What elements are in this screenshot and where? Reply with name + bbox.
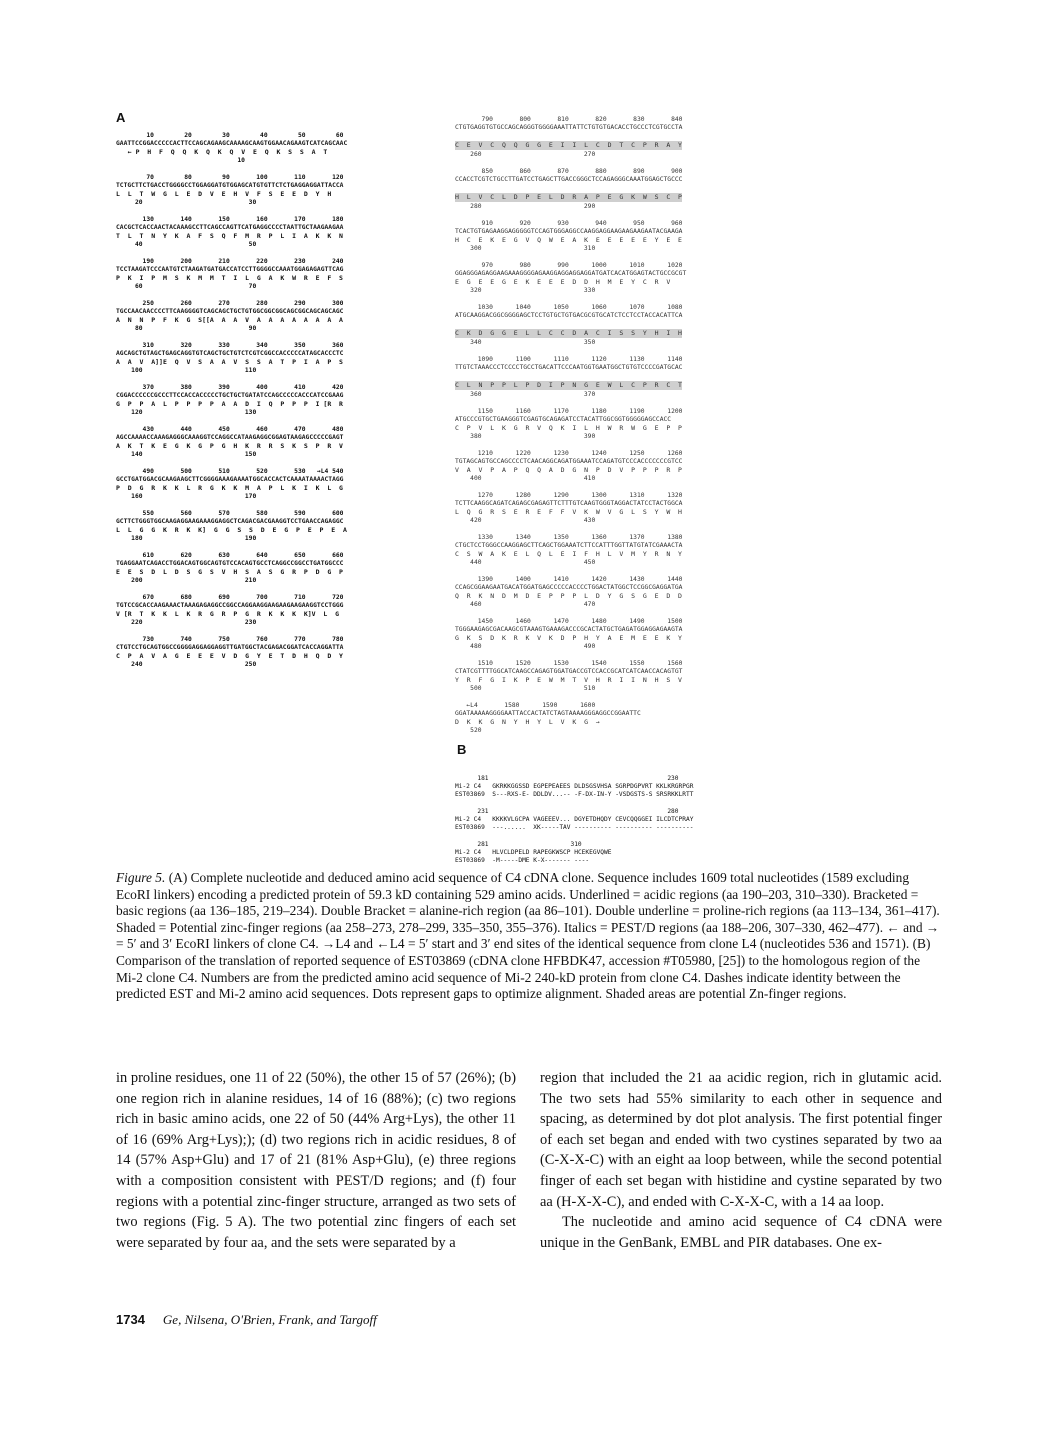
body-paragraph-2: The nucleotide and amino acid sequence of C4 cDNA were unique in the GenBank, EMBL and PIR databases. One ex-	[540, 1214, 942, 1251]
nucleotide-numbers: 610 620 630 640 650 660	[116, 552, 344, 559]
amino-acid-numbers: 200 210	[116, 577, 257, 584]
sequence-name: Mi-2 C4	[455, 816, 485, 823]
nucleotide-sequence: TTGTCTAAACCCTCCCCTGCCTGACATTCCCAATGGTGAATGGCTGTGTCCCCGATGCAC	[455, 364, 683, 371]
nucleotide-sequence: GGAGGGAGAGGAAGAAAGGGGAGAAGGAGGAGGAGGATGATCACATGGAGTACTGCCGCGT	[455, 270, 687, 277]
nucleotide-numbers: 1330 1340 1350 1360 1370 1380	[455, 534, 683, 541]
sequence-name: Mi-2 C4	[455, 783, 485, 790]
amino-acid-numbers: 320 330	[455, 287, 596, 294]
nucleotide-sequence: TGTAGCAGTGCCAGCCCCTCAACAGGCAGATGGAAATCCAGATGTCCCACCCCCCCGTCC	[455, 458, 683, 465]
amino-acid-sequence: A A V A]]E Q V S A A V S S A T P I A P S	[116, 358, 343, 366]
nucleotide-numbers: 490 500 510 520 530 →L4 540	[116, 468, 344, 475]
amino-acid-numbers: 300 310	[455, 245, 596, 252]
nucleotide-numbers: 1510 1520 1530 1540 1550 1560	[455, 660, 683, 667]
nucleotide-sequence: CGGACCCCCCGCCCTTCCACCACCCCCTGCTGCTGATATCCAGCCCCCACCCATCCGAAG	[116, 392, 344, 399]
alignment-row	[455, 783, 693, 791]
nucleotide-sequence: TCTGCTTCTGACCTGGGGCCTGGAGGATGTGGAGCATGTGTTCTCTGAGGAGGATTACCA	[116, 182, 344, 189]
amino-acid-numbers: 80 90	[116, 325, 257, 332]
amino-acid-sequence: C S W A K E L Q L E I F H L V M Y R N Y	[455, 550, 682, 558]
sequence-block	[116, 174, 347, 207]
sequence-block	[455, 220, 686, 253]
alignment-block	[455, 841, 693, 865]
amino-acid-sequence: L Q G R S E R E F F V K W V G L S Y W H	[455, 508, 682, 516]
alignment-block	[455, 808, 693, 832]
figure-caption	[116, 870, 942, 1003]
nucleotide-numbers: 430 440 450 460 470 480	[116, 426, 344, 433]
sequence-block	[455, 576, 686, 609]
nucleotide-numbers: 970 980 990 1000 1010 1020	[455, 262, 683, 269]
panel-a-label: A	[116, 110, 126, 125]
amino-acid-numbers: 340 350	[455, 339, 596, 346]
sequence-block	[455, 450, 686, 483]
sequence-name: EST03869	[455, 791, 485, 798]
sequence-block	[455, 702, 686, 735]
nucleotide-sequence: TGTCCGCACCAAGAAACTAAAGAGAGGCCGGCCAGGAAGGAAGAAGAAGAAGGTCCTGGG	[116, 602, 344, 609]
panel-b-label: B	[457, 742, 467, 757]
nucleotide-sequence: GGATAAAAAGGGGAATTACCACTATCTAGTAAAAGGGAGGCCGGAATTC	[455, 710, 641, 717]
amino-acid-numbers: 20 30	[116, 199, 257, 206]
nucleotide-numbers: ←L4 1580 1590 1600	[455, 702, 596, 709]
amino-acid-sequence: C P V L K G R V Q K I L H W R W G E P P	[455, 424, 682, 432]
sequence-column-left	[116, 132, 347, 678]
nucleotide-sequence: AGCCAAAACCAAAGAGGGCAAAGGTCCAGGCCATAAGAGGCGGAGTAAGAGCCCCCGAGT	[116, 434, 344, 441]
amino-acid-sequence: D K K G N Y H Y L V K G →	[455, 718, 600, 726]
amino-acid-sequence: G K S D K R K V K D P H Y A E M E E K Y	[455, 634, 682, 642]
alignment-row	[455, 857, 693, 865]
alignment-row	[455, 816, 693, 824]
nucleotide-numbers: 1030 1040 1050 1060 1070 1080	[455, 304, 683, 311]
nucleotide-sequence: TCCTAAGATCCCAATGTCTAAGATGATGACCATCCTTGGGGCCAAATGGAGAGAGTTCAG	[116, 266, 344, 273]
aligned-sequence: KKKKVLGCPA VAGEEEV... DGYETDHQDY CEVCQQGGEI ILCDTCPRAY	[492, 816, 694, 823]
nucleotide-numbers: 1150 1160 1170 1180 1190 1200	[455, 408, 683, 415]
amino-acid-sequence: E E S D L D S G S V H S A S G R P D G P	[116, 568, 343, 576]
sequence-block	[116, 636, 347, 669]
sequence-name: Mi-2 C4	[455, 849, 485, 856]
nucleotide-sequence: CACGCTCACCAACTACAAAGCCTTCAGCCAGTTCATGAGGCCCCTAATTGCTAAGAAGAA	[116, 224, 344, 231]
nucleotide-sequence: GCCTGATGGACGCAAGAAGCTTCGGGGAAAGAAAATGGCACCACTCAAAATAAAACTAGG	[116, 476, 344, 483]
sequence-block	[116, 384, 347, 417]
nucleotide-numbers: 850 860 870 880 890 900	[455, 168, 683, 175]
figure-label: Figure 5.	[116, 870, 166, 885]
alignment-row	[455, 791, 693, 799]
nucleotide-numbers: 190 200 210 220 230 240	[116, 258, 344, 265]
aligned-sequence: ---...... XK-----TAV ---------- ---------- ----------	[492, 824, 694, 831]
amino-acid-numbers: 160 170	[116, 493, 257, 500]
body-text-right	[540, 1068, 942, 1253]
amino-acid-numbers: 40 50	[116, 241, 257, 248]
amino-acid-numbers: 280 290	[455, 203, 596, 210]
nucleotide-sequence: CTGTGAGGTGTGCCAGCAGGGTGGGGAAATTATTCTGTGTGACACCTGCCCTCGTGCCTA	[455, 124, 683, 131]
nucleotide-sequence: CCAGCGGAAGAATGACATGGATGAGCCCCCACCCCTGGACTATGGCTCCGGCGAGGATGA	[455, 584, 683, 591]
amino-acid-sequence: V [R T K K L K R G R P G R K K K K]V L G	[116, 610, 340, 618]
amino-acid-numbers: 10	[116, 157, 245, 164]
amino-acid-numbers: 380 390	[455, 433, 596, 440]
sequence-block	[116, 510, 347, 543]
sequence-block	[455, 262, 686, 295]
alignment-numbers: 231 280	[455, 808, 679, 815]
sequence-block	[455, 116, 686, 159]
nucleotide-numbers: 730 740 750 760 770 780	[116, 636, 344, 643]
amino-acid-sequence: C L N P P L P D I P N G E W L C P R C T	[455, 381, 682, 389]
alignment-numbers: 281 310	[455, 841, 582, 848]
amino-acid-sequence: G P P A L P P P P A A D I Q P P P I [R R	[116, 400, 343, 408]
nucleotide-numbers: 1390 1400 1410 1420 1430 1440	[455, 576, 683, 583]
amino-acid-numbers: 460 470	[455, 601, 596, 608]
nucleotide-sequence: CTATCGTTTTGGCATCAAGCCAGAGTGGATGACCGTCCACCGCATCATCAACCACAGTGT	[455, 668, 683, 675]
nucleotide-sequence: TGGGAAGAGCGACAAGCGTAAAGTGAAAGACCCGCACTATGCTGAGATGGAGGAGAAGTA	[455, 626, 683, 633]
sequence-block	[455, 356, 686, 399]
sequence-block	[116, 426, 347, 459]
amino-acid-numbers: 520	[455, 727, 482, 734]
amino-acid-sequence: C P A V A G E E E V D G Y E T D H Q D Y	[116, 652, 343, 660]
sequence-name: EST03869	[455, 857, 485, 864]
aligned-sequence: -M-----DME K-X------- ----	[492, 857, 590, 864]
sequence-block	[116, 258, 347, 291]
amino-acid-numbers: 360 370	[455, 391, 596, 398]
nucleotide-sequence: ATGCCCGTGCTGAAGGGTCGAGTGCAGAGATCCTACATTGGCGGTGGGGGAGCCACC	[455, 416, 672, 423]
alignment-numbers: 181 230	[455, 775, 679, 782]
nucleotide-numbers: 1210 1220 1230 1240 1250 1260	[455, 450, 683, 457]
nucleotide-sequence: TGAGGAATCAGACCTGGACAGTGGCAGTGTCCACAGTGCCTCAGGCCGGCCTGATGGCCC	[116, 560, 344, 567]
amino-acid-sequence: E G E E G E K E E E D D H M E Y C R V	[455, 278, 671, 286]
amino-acid-sequence: P D G R K K L R G K K M A P L K I K L G	[116, 484, 343, 492]
amino-acid-numbers: 180 190	[116, 535, 257, 542]
nucleotide-sequence: CTGCTCCTGGGCCAAGGAGCTTCAGCTGGAAATCTTCCATTTGGTTATGTATCGAAACTA	[455, 542, 683, 549]
sequence-block	[116, 594, 347, 627]
amino-acid-numbers: 220 230	[116, 619, 257, 626]
amino-acid-sequence: H C E K E G V Q W E A K E E E E E Y E E	[455, 236, 682, 244]
sequence-column-right	[455, 116, 686, 744]
nucleotide-numbers: 1270 1280 1290 1300 1310 1320	[455, 492, 683, 499]
amino-acid-numbers: 140 150	[116, 451, 257, 458]
nucleotide-sequence: TCTTCAAGGCAGATCAGAGCGAGAGTTCTTTGTCAAGTGGGTAGGACTATCCTACTGGCA	[455, 500, 683, 507]
nucleotide-sequence: CTGTCCTGCAGTGGCCGGGGAGGAGGAGGTTGATGGCTACGAGACGGATCACCAGGATTA	[116, 644, 344, 651]
nucleotide-numbers: 370 380 390 400 410 420	[116, 384, 344, 391]
sequence-block	[455, 618, 686, 651]
sequence-block	[455, 534, 686, 567]
amino-acid-sequence: H L V C L D P E L D R A P E G K W S C P	[455, 193, 682, 201]
sequence-block	[116, 132, 347, 165]
aligned-sequence: HLVCLDPELD RAPEGKWSCP HCEKEGVQWE	[492, 849, 612, 856]
sequence-block	[455, 408, 686, 441]
amino-acid-sequence: Q R K N D M D E P P P L D Y G S G E D D	[455, 592, 682, 600]
body-paragraph-1: region that included the 21 aa acidic region, rich in glutamic acid. The two sets had 55% similarity to each other in sequence and spacing, as determined by dot plot analysis. The first potential finger of each set began and ended with two cystines separated by two aa (C-X-X-C) with an eight aa loop between, while the second potential finger of each set began with histidine and cystine separated by two aa (H-X-X-C), and ended with C-X-X-C, with a 14 aa loop.	[540, 1070, 942, 1210]
nucleotide-sequence: GAATTCCGGACCCCCACTTCCAGCAGAAGCAAAAGCAAGTGGAACAGAAGTCATCAGCAAC	[116, 140, 348, 147]
sequence-name: EST03869	[455, 824, 485, 831]
nucleotide-numbers: 1090 1100 1110 1120 1130 1140	[455, 356, 683, 363]
amino-acid-sequence: A N N P F K G S[[A A A V A A A A A A A A	[116, 316, 343, 324]
alignment-row	[455, 849, 693, 857]
nucleotide-sequence: TCACTGTGAGAAGGAGGGGGTCCAGTGGGAGGCCAAGGAGGAAGAAGAAGAATACGAAGA	[455, 228, 683, 235]
amino-acid-numbers: 480 490	[455, 643, 596, 650]
amino-acid-sequence: T L T N Y K A F S Q F M R P L I A K K N	[116, 232, 343, 240]
nucleotide-numbers: 70 80 90 100 110 120	[116, 174, 344, 181]
caption-text: (A) Complete nucleotide and deduced amino acid sequence of C4 cDNA clone. Sequence includes 1609 total nucleotides (1589 excluding EcoRI linkers) encoding a predicted protein of 59.3 kD containing 529 amino acids. Underlined = acidic regions (aa 190–203, 310–330). Bracketed = basic regions (aa 136–185, 219–234). Double Bracket = alanine-rich region (aa 86–101). Double underline = proline-rich regions (aa 113–134, 361–417). Shaded = Potential zinc-finger regions (aa 258–273, 278–299, 335–350, 355–376). Italics = PEST/D regions (aa 188–206, 307–330, 462–477). ← and → = 5′ and 3′ EcoRI linkers of clone C4. →L4 and ←L4 = 5′ start and 3′ end sites of the identical sequence from clone L4 (nucleotides 536 and 1571). (B) Comparison of the translation of reported sequence of EST03869 (cDNA clone HFBDK47, accession #T05980, [25]) to the homologous region of the Mi-2 clone C4. Numbers are from the predicted amino acid sequence of Mi-2 240-kD protein from clone C4. Dashes indicate identity between the predicted EST and Mi-2 amino acid sequences. Dots represent gaps to optimize alignment. Shaded areas are potential Zn-finger regions.	[116, 870, 940, 1002]
sequence-block	[455, 660, 686, 693]
nucleotide-numbers: 550 560 570 580 590 600	[116, 510, 344, 517]
aligned-sequence: GKRKKGGSSD EGPEPEAEES DLDSGSVHSA SGRPDGPVRT KKLKRGRPGR	[492, 783, 694, 790]
sequence-block	[116, 552, 347, 585]
nucleotide-numbers: 10 20 30 40 50 60	[116, 132, 344, 139]
amino-acid-numbers: 100 110	[116, 367, 257, 374]
amino-acid-numbers: 120 130	[116, 409, 257, 416]
nucleotide-sequence: ATGCAAGGACGGCGGGGAGCTCCTGTGCTGTGACGCGTGCATCTCCTCCTACCACATTCA	[455, 312, 683, 319]
alignment-panel	[455, 775, 693, 874]
amino-acid-sequence: C K D G G E L L C C D A C I S S Y H I H	[455, 329, 682, 337]
sequence-block	[455, 168, 686, 211]
amino-acid-numbers: 420 430	[455, 517, 596, 524]
alignment-row	[455, 824, 693, 832]
sequence-block	[116, 300, 347, 333]
alignment-block	[455, 775, 693, 799]
nucleotide-sequence: CCACCTCGTCTGCCTTGATCCTGAGCTTGACCGGGCTCCAGAGGGCAAATGGAGCTGCCC	[455, 176, 683, 183]
nucleotide-numbers: 130 140 150 160 170 180	[116, 216, 344, 223]
nucleotide-sequence: TGCCAACAACCCCTTCAAGGGGTCAGCAGCTGCTGTGGCGGCGGCAGCGGCAGCAGCAGC	[116, 308, 344, 315]
sequence-block	[116, 468, 347, 501]
sequence-block	[116, 342, 347, 375]
nucleotide-numbers: 310 320 330 340 350 360	[116, 342, 344, 349]
amino-acid-sequence: Y R F G I K P E W M T V H R I I N H S V	[455, 676, 682, 684]
amino-acid-numbers: 400 410	[455, 475, 596, 482]
amino-acid-sequence: C E V C Q Q G G E I I L C D T C P R A Y	[455, 141, 682, 149]
amino-acid-sequence: A K T K E G K G P G H K R R S K S P R V	[116, 442, 343, 450]
sequence-block	[116, 216, 347, 249]
nucleotide-numbers: 1450 1460 1470 1480 1490 1500	[455, 618, 683, 625]
sequence-block	[455, 492, 686, 525]
page-footer	[116, 1312, 377, 1328]
amino-acid-numbers: 240 250	[116, 661, 257, 668]
nucleotide-numbers: 670 680 690 700 710 720	[116, 594, 344, 601]
page-number: 1734	[116, 1312, 145, 1327]
nucleotide-numbers: 790 800 810 820 830 840	[455, 116, 683, 123]
amino-acid-numbers: 500 510	[455, 685, 596, 692]
sequence-block	[455, 304, 686, 347]
body-text-left: in proline residues, one 11 of 22 (50%), the other 15 of 57 (26%); (b) one region rich in alanine residues, 14 of 16 (88%); (c) two regions rich in basic amino acids, one 22 of 50 (44% Arg+Lys), the other 11 of 16 (69% Arg+Lys);); (d) two regions rich in acidic residues, 8 of 14 (57% Asp+Glu) and 17 of 21 (81% Asp+Glu), (e) three regions with a composition consistent with PEST/D regions; and (f) four regions with a potential zinc-finger structure, arranged as two sets of two regions (Fig. 5 A). The two potential zinc fingers of each set were separated by four aa, and the sets were separated by a	[116, 1070, 516, 1251]
amino-acid-sequence: L L T W G L E D V E H V F S E E D Y H	[116, 190, 332, 198]
aligned-sequence: S---RXS-E- DDLDV...-- -F-DX-IN-Y -VSDGSTS-S SRSRKKLRTT	[492, 791, 694, 798]
nucleotide-numbers: 250 260 270 280 290 300	[116, 300, 344, 307]
nucleotide-sequence: AGCAGCTGTAGCTGAGCAGGTGTCAGCTGCTGTCTCGTCGGCCACCCCCATAGCACCCTC	[116, 350, 344, 357]
amino-acid-sequence: P K I P M S K M M T I L G A K W R E F S	[116, 274, 343, 282]
nucleotide-numbers: 910 920 930 940 950 960	[455, 220, 683, 227]
amino-acid-sequence: L L G G K R K K] G G S S D E G P E P E A	[116, 526, 347, 534]
nucleotide-sequence: GCTTCTGGGTGGCAAGAGGAAGAAAGGAGGCTCAGACGACGAAGGTCCTGAACCAGAGGC	[116, 518, 344, 525]
amino-acid-numbers: 260 270	[455, 151, 596, 158]
amino-acid-numbers: 440 450	[455, 559, 596, 566]
amino-acid-sequence: ← P H F Q Q K Q K Q V E Q K S S A T	[116, 148, 328, 156]
amino-acid-numbers: 60 70	[116, 283, 257, 290]
amino-acid-sequence: V A V P A P Q Q A D G N P D V P P P R P	[455, 466, 682, 474]
running-authors: Ge, Nilsena, O'Brien, Frank, and Targoff	[162, 1312, 377, 1327]
